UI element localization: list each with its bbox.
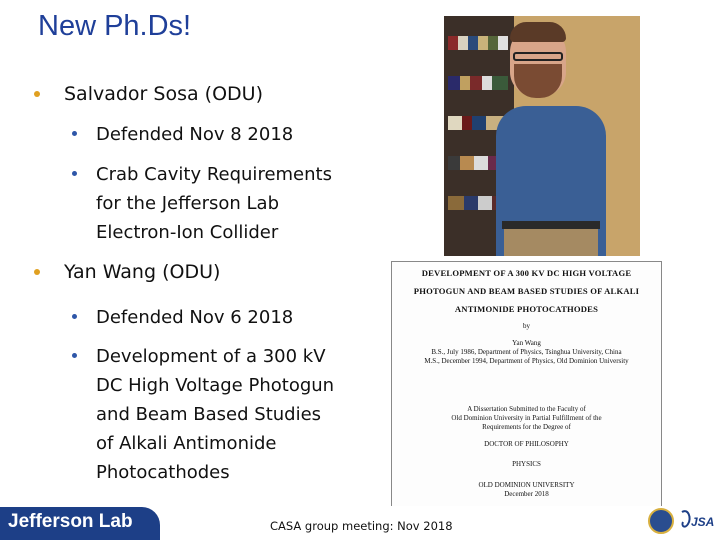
doc-degree: DOCTOR OF PHILOSOPHY [484,440,569,448]
books [448,36,508,50]
bullet-dot-icon [34,91,40,97]
doe-seal-icon [648,508,674,534]
doc-field: PHYSICS [512,460,541,468]
meeting-caption: CASA group meeting: Nov 2018 [270,519,453,533]
logo-text: Jefferson Lab [8,511,133,532]
doc-title-line: ANTIMONIDE PHOTOCATHODES [454,304,599,314]
bullet-dot-icon [72,131,77,136]
doc-submission: A Dissertation Submitted to the Faculty of Old Dominion University in Partial Fulfillment of the Requirements for the Degree of [451,405,602,431]
student-name: Salvador Sosa (ODU) [64,83,263,105]
slide-title: New Ph.Ds! [38,10,192,42]
doc-university: OLD DOMINION UNIVERSITY [478,481,575,489]
defense-date: Defended Nov 6 2018 [96,307,294,328]
bullet-dot-icon [72,171,77,176]
doc-degrees: B.S., July 1986, Department of Physics, Tsinghua University, China M.S., December 1994, Department of Physics, Old Dominion University [424,348,629,365]
person-hair [510,22,566,42]
student-name: Yan Wang (ODU) [64,261,221,283]
thesis-title: Crab Cavity Requirements for the Jefferson Lab Electron-Ion Collider [96,164,332,243]
doc-author: Yan Wang [512,339,541,347]
doc-date: December 2018 [504,490,549,498]
doc-by: by [523,322,530,330]
person-pants [504,229,598,256]
bullet-dot-icon [72,353,77,358]
bullet-dot-icon [34,269,40,275]
graduate-photo [444,16,640,256]
jsa-text: JSA [691,515,715,529]
doc-title-line: DEVELOPMENT OF A 300 KV DC HIGH VOLTAGE [421,268,632,278]
defense-date: Defended Nov 8 2018 [96,124,294,145]
doc-title-line: PHOTOGUN AND BEAM BASED STUDIES OF ALKALI [413,286,640,296]
jefferson-lab-logo [0,507,160,540]
bullet-dot-icon [72,314,77,319]
thesis-title: Development of a 300 kV DC High Voltage Photogun and Beam Based Studies of Alkali Antimonide Photocathodes [96,346,335,483]
person-belt [502,221,600,229]
dissertation-title-page [391,261,662,513]
person-beard [514,64,562,98]
glasses-icon [513,52,563,61]
jsa-logo [678,506,718,536]
books [448,76,508,90]
